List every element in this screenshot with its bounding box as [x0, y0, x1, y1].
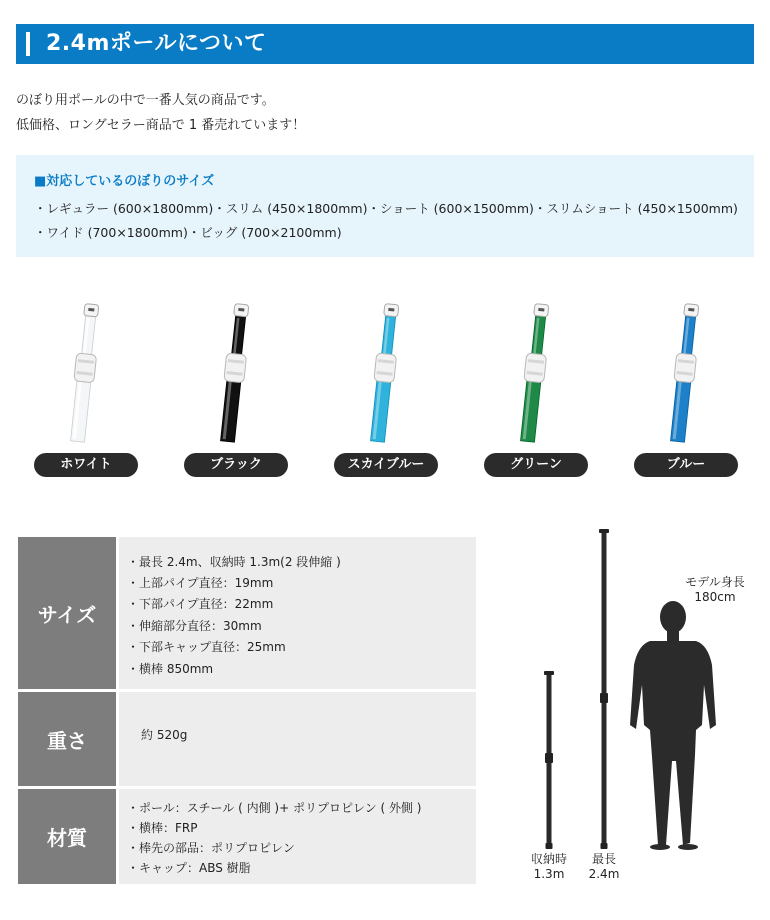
header-accent-bar	[26, 32, 30, 56]
spec-row-weight	[18, 692, 476, 786]
spec-row-material	[18, 789, 476, 884]
pole-label-white: ホワイト	[34, 453, 138, 477]
pole-label-black: ブラック	[184, 453, 288, 477]
height-comparison-diagram	[500, 525, 760, 895]
spec-body-size	[119, 537, 476, 689]
spec-size-item: ・伸縮部分直径：30mm	[127, 619, 262, 633]
max-length-caption	[579, 852, 629, 882]
spec-size-item: ・最長 2.4m、収納時 1.3m(2 段伸縮 )	[127, 555, 341, 569]
intro-line-1: のぼり用ポールの中で一番人気の商品です。	[16, 93, 275, 108]
spec-size-item: ・横棒 850mm	[127, 662, 214, 676]
person-silhouette-icon	[630, 601, 716, 850]
stored-length-label: 収納時	[530, 852, 567, 866]
section-header	[16, 24, 754, 64]
pole-label-blue: ブルー	[634, 453, 738, 477]
pole-image-skyblue	[334, 298, 438, 443]
pole-variant-green	[484, 298, 588, 480]
supported-sizes-heading: ■対応しているのぼりのサイズ	[34, 174, 215, 189]
intro-text	[16, 88, 305, 138]
model-height-caption	[670, 575, 760, 605]
pole-image-white	[34, 298, 138, 443]
spec-material-item: ・棒先の部品：ポリプロピレン	[127, 841, 295, 855]
pole-image-blue	[634, 298, 738, 443]
intro-line-2: 低価格、ロングセラー商品で 1 番売れています！	[16, 118, 306, 133]
spec-size-item: ・上部パイプ直径：19mm	[127, 576, 274, 590]
spec-material-item: ・キャップ：ABS 樹脂	[127, 861, 251, 875]
pole-variant-skyblue	[334, 298, 438, 480]
pole-label-green: グリーン	[484, 453, 588, 477]
stored-length-value: 1.3m	[533, 867, 565, 881]
spec-label-size: サイズ	[18, 537, 116, 689]
stored-length-caption	[524, 852, 574, 882]
spec-size-item: ・下部キャップ直径：25mm	[127, 640, 286, 654]
spec-size-item: ・下部パイプ直径：22mm	[127, 597, 274, 611]
spec-body-weight	[119, 692, 476, 786]
spec-label-material: 材質	[18, 789, 116, 884]
supported-sizes-line-1: ・レギュラー (600×1800mm)・スリム (450×1800mm)・ショート (600×1500mm)・スリムショート (450×1500mm)	[34, 201, 738, 216]
max-length-value: 2.4m	[588, 867, 620, 881]
spec-label-weight: 重さ	[18, 692, 116, 786]
pole-variant-blue	[634, 298, 738, 480]
spec-material-item: ・ポール：スチール ( 内側 )+ ポリプロピレン ( 外側 )	[127, 801, 422, 815]
spec-weight-value: 約 520g	[141, 728, 188, 742]
extended-pole-icon	[599, 529, 609, 849]
pole-variant-black	[184, 298, 288, 480]
pole-variant-white	[34, 298, 138, 480]
spec-material-item: ・横棒：FRP	[127, 821, 198, 835]
section-title: 2.4mポールについて	[46, 31, 267, 56]
stored-pole-icon	[544, 671, 554, 849]
spec-row-size	[18, 537, 476, 689]
pole-label-skyblue: スカイブルー	[334, 453, 438, 477]
height-comparison-graphic	[500, 525, 760, 850]
max-length-label: 最長	[591, 852, 616, 866]
supported-sizes-box	[16, 155, 754, 257]
supported-sizes-line-2: ・ワイド (700×1800mm)・ビッグ (700×2100mm)	[34, 225, 342, 240]
model-height-label: モデル身長	[685, 575, 745, 589]
spec-body-material	[119, 789, 476, 884]
pole-image-black	[184, 298, 288, 443]
model-height-value: 180cm	[694, 590, 736, 604]
pole-image-green	[484, 298, 588, 443]
